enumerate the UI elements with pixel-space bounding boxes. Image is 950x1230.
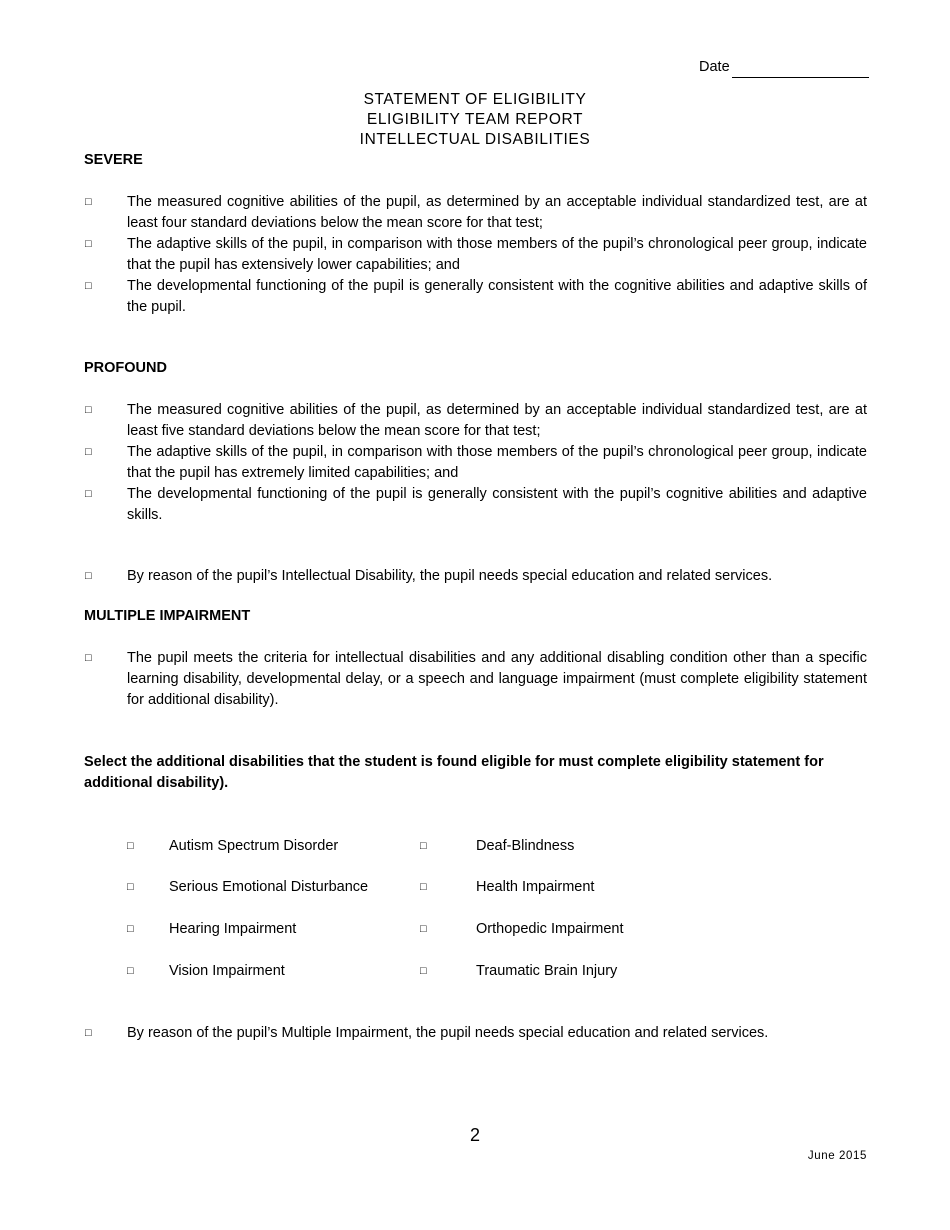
footer-date: June 2015 <box>807 1150 867 1162</box>
option-label: Traumatic Brain Injury <box>476 963 618 979</box>
profound-criterion-2 <box>84 442 867 484</box>
profound-heading: PROFOUND <box>84 360 167 376</box>
severe-criterion-3 <box>84 276 867 318</box>
option-label: Serious Emotional Disturbance <box>169 879 369 895</box>
severe-criterion-2 <box>84 234 867 276</box>
option-deaf-blindness <box>419 836 574 857</box>
multiple-impairment-heading: MULTIPLE IMPAIRMENT <box>84 608 251 624</box>
severe-heading: SEVERE <box>84 152 143 168</box>
checkbox[interactable]: □ <box>85 238 92 250</box>
option-hearing-impairment <box>126 919 296 940</box>
checkbox[interactable]: □ <box>420 923 427 935</box>
criterion-text: The adaptive skills of the pupil, in comparison with those members of the pupil’s chronological peer group, indicate that the pupil has extremely limited capabilities; and <box>127 444 867 481</box>
checkbox[interactable]: □ <box>127 965 134 977</box>
checkbox[interactable]: □ <box>127 923 134 935</box>
multiple-impairment-need <box>84 1023 867 1044</box>
title-line-3: INTELLECTUAL DISABILITIES <box>359 131 591 148</box>
option-serious-emotional-disturbance <box>126 877 368 898</box>
criterion-text: The pupil meets the criteria for intellectual disabilities and any additional disabling condition other than a specific learning disability, developmental delay, or a speech and language impairment (must complete eligibility statement for additional disability). <box>127 650 867 708</box>
date-label: Date <box>699 59 730 75</box>
checkbox[interactable]: □ <box>85 196 92 208</box>
checkbox[interactable]: □ <box>420 881 427 893</box>
criterion-text: The adaptive skills of the pupil, in comparison with those members of the pupil’s chronological peer group, indicate that the pupil has extensively lower capabilities; and <box>127 236 867 273</box>
option-orthopedic-impairment <box>419 919 623 940</box>
option-label: Deaf-Blindness <box>476 838 575 854</box>
checkbox[interactable]: □ <box>420 965 427 977</box>
severe-criterion-1 <box>84 192 867 234</box>
option-vision-impairment <box>126 961 285 982</box>
criterion-text: The developmental functioning of the pupil is generally consistent with the cognitive abilities and adaptive skills of the pupil. <box>127 278 867 315</box>
checkbox[interactable]: □ <box>127 881 134 893</box>
criterion-text: The measured cognitive abilities of the pupil, as determined by an acceptable individual standardized test, are at least four standard deviations below the mean score for that test; <box>127 194 867 231</box>
profound-criterion-3 <box>84 484 867 526</box>
option-traumatic-brain-injury <box>419 961 617 982</box>
intellectual-disability-need <box>84 566 867 587</box>
title-line-1: STATEMENT OF ELIGIBILITY <box>363 91 587 108</box>
option-label: Vision Impairment <box>169 963 285 979</box>
checkbox[interactable]: □ <box>85 488 92 500</box>
page-number: 2 <box>469 1125 480 1145</box>
option-label: Orthopedic Impairment <box>476 921 624 937</box>
date-field[interactable] <box>699 56 869 78</box>
checkbox[interactable]: □ <box>85 404 92 416</box>
option-label: Autism Spectrum Disorder <box>169 838 339 854</box>
multiple-impairment-criterion <box>84 648 867 711</box>
checkbox[interactable]: □ <box>85 652 92 664</box>
checkbox[interactable]: □ <box>127 840 134 852</box>
checkbox[interactable]: □ <box>85 280 92 292</box>
profound-criterion-1 <box>84 400 867 442</box>
option-label: Health Impairment <box>476 879 595 895</box>
date-input-line[interactable] <box>732 61 869 78</box>
checkbox[interactable]: □ <box>85 1027 92 1039</box>
title-line-2: ELIGIBILITY TEAM REPORT <box>366 111 584 128</box>
checkbox[interactable]: □ <box>420 840 427 852</box>
option-label: Hearing Impairment <box>169 921 297 937</box>
checkbox[interactable]: □ <box>85 446 92 458</box>
option-health-impairment <box>419 877 594 898</box>
checkbox[interactable]: □ <box>85 570 92 582</box>
need-statement-text: By reason of the pupil’s Multiple Impairment, the pupil needs special education and related services. <box>127 1025 769 1041</box>
need-statement-text: By reason of the pupil’s Intellectual Disability, the pupil needs special education and related services. <box>127 568 773 584</box>
criterion-text: The measured cognitive abilities of the pupil, as determined by an acceptable individual standardized test, are at least five standard deviations below the mean score for that test; <box>127 402 867 439</box>
select-instruction: Select the additional disabilities that the student is found eligible for must complete eligibility statement for additional disability). <box>84 754 824 791</box>
option-autism-spectrum-disorder <box>126 836 338 857</box>
criterion-text: The developmental functioning of the pupil is generally consistent with the pupil’s cognitive abilities and adaptive skills. <box>127 486 867 523</box>
